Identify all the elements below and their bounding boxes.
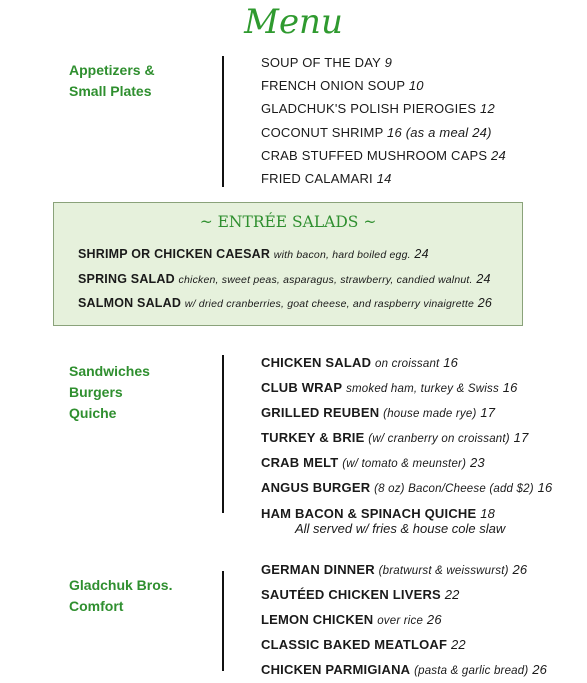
item-name: LEMON CHICKEN	[261, 612, 374, 628]
item-price: 16	[443, 355, 459, 370]
menu-item	[261, 74, 506, 97]
menu-item	[261, 121, 506, 144]
item-price: 24	[476, 271, 491, 286]
section-label-line: Comfort	[69, 598, 124, 614]
item-price: 17	[480, 405, 496, 421]
item-name: CLUB WRAP	[261, 380, 343, 396]
item-description: on croissant	[375, 358, 440, 370]
item-name: SAUTÉED CHICKEN LIVERS	[261, 587, 441, 603]
menu-item	[78, 243, 492, 268]
section-label-appetizers	[69, 60, 155, 102]
item-name: GLADCHUK'S POLISH PIEROGIES	[261, 101, 477, 117]
item-name: SHRIMP OR CHICKEN CAESAR	[78, 247, 271, 261]
section-label-line: Small Plates	[69, 83, 152, 99]
item-name: GERMAN DINNER	[261, 562, 375, 577]
menu-item	[261, 97, 506, 120]
section-label-sandwiches	[69, 361, 150, 424]
menu-item	[261, 608, 547, 633]
item-description: (w/ cranberry on croissant)	[368, 433, 510, 446]
item-description: (w/ tomato & meunster)	[342, 458, 467, 471]
item-price: 10	[408, 78, 424, 94]
section-label-line: Burgers	[69, 384, 123, 400]
section-label-line: Sandwiches	[69, 363, 150, 379]
divider-line	[222, 56, 224, 187]
salads-heading: ~ ENTRÉE SALADS ~	[199, 213, 377, 231]
item-name: CRAB STUFFED MUSHROOM CAPS	[261, 147, 488, 163]
menu-title: Menu	[244, 2, 343, 42]
item-description: (pasta & garlic bread)	[414, 665, 529, 678]
menu-item	[261, 451, 552, 476]
item-price: 26	[426, 612, 442, 628]
item-description: (8 oz) Bacon/Cheese (add $2)	[374, 483, 534, 496]
item-price: 16	[537, 480, 553, 496]
item-description: smoked ham, turkey & Swiss	[346, 383, 499, 396]
item-name: CLASSIC BAKED MEATLOAF	[261, 637, 448, 653]
appetizer-list	[261, 51, 506, 190]
item-name: HAM BACON & SPINACH QUICHE	[261, 505, 477, 521]
item-name: TURKEY & BRIE	[261, 430, 365, 446]
item-price: 24	[414, 247, 429, 261]
item-price: 9	[384, 55, 393, 70]
divider-line	[222, 571, 224, 671]
item-price: 18	[480, 505, 496, 521]
comfort-list	[261, 558, 547, 683]
item-description: with bacon, hard boiled egg.	[273, 249, 411, 261]
item-price: 12	[480, 101, 495, 117]
item-price: 16 (as a meal 24)	[387, 124, 492, 140]
section-label-line: Gladchuk Bros.	[69, 577, 173, 593]
item-description: (bratwurst & weisswurst)	[378, 565, 509, 577]
menu-item	[261, 144, 506, 167]
menu-item	[261, 401, 552, 426]
item-description: over rice	[377, 615, 424, 628]
menu-item	[261, 426, 552, 451]
section-label-line: Quiche	[69, 405, 117, 421]
item-description: chicken, sweet peas, asparagus, strawberry, candied walnut.	[178, 273, 473, 286]
salad-list	[78, 243, 492, 317]
item-name: FRENCH ONION SOUP	[261, 78, 406, 94]
item-name: ANGUS BURGER	[261, 480, 371, 496]
item-name: SALMON SALAD	[78, 296, 182, 310]
menu-item	[261, 351, 552, 376]
menu-item	[261, 51, 506, 74]
menu-item	[261, 583, 547, 608]
item-description: (house made rye)	[383, 408, 477, 421]
sides-footnote: All served w/ fries & house cole slaw	[295, 521, 506, 536]
item-name: GRILLED REUBEN	[261, 405, 380, 421]
divider-line	[222, 355, 224, 513]
menu-item	[261, 476, 552, 501]
item-price: 14	[376, 171, 392, 187]
menu-item	[261, 376, 552, 401]
section-label-line: Appetizers &	[69, 62, 155, 78]
menu-item	[78, 292, 492, 317]
item-description: w/ dried cranberries, goat cheese, and raspberry vinaigrette	[184, 298, 475, 310]
item-name: CHICKEN SALAD	[261, 355, 372, 370]
entree-salads-box	[53, 202, 523, 326]
item-name: CRAB MELT	[261, 455, 339, 471]
sandwich-list	[261, 351, 552, 527]
item-name: CHICKEN PARMIGIANA	[261, 662, 411, 678]
item-name: SPRING SALAD	[78, 271, 175, 286]
item-price: 22	[444, 587, 460, 603]
item-name: FRIED CALAMARI	[261, 171, 373, 187]
item-price: 24	[491, 147, 506, 163]
item-name: SOUP OF THE DAY	[261, 55, 381, 70]
item-price: 16	[502, 380, 518, 396]
menu-item	[261, 558, 547, 583]
menu-item	[261, 633, 547, 658]
menu-item	[78, 268, 492, 293]
item-price: 26	[477, 296, 493, 310]
item-price: 23	[469, 455, 485, 471]
item-price: 26	[512, 562, 528, 577]
item-price: 17	[513, 430, 529, 446]
item-name: COCONUT SHRIMP	[261, 124, 384, 140]
section-label-comfort	[69, 575, 172, 617]
item-price: 22	[450, 637, 466, 653]
menu-item	[261, 167, 506, 190]
item-price: 26	[532, 662, 548, 678]
